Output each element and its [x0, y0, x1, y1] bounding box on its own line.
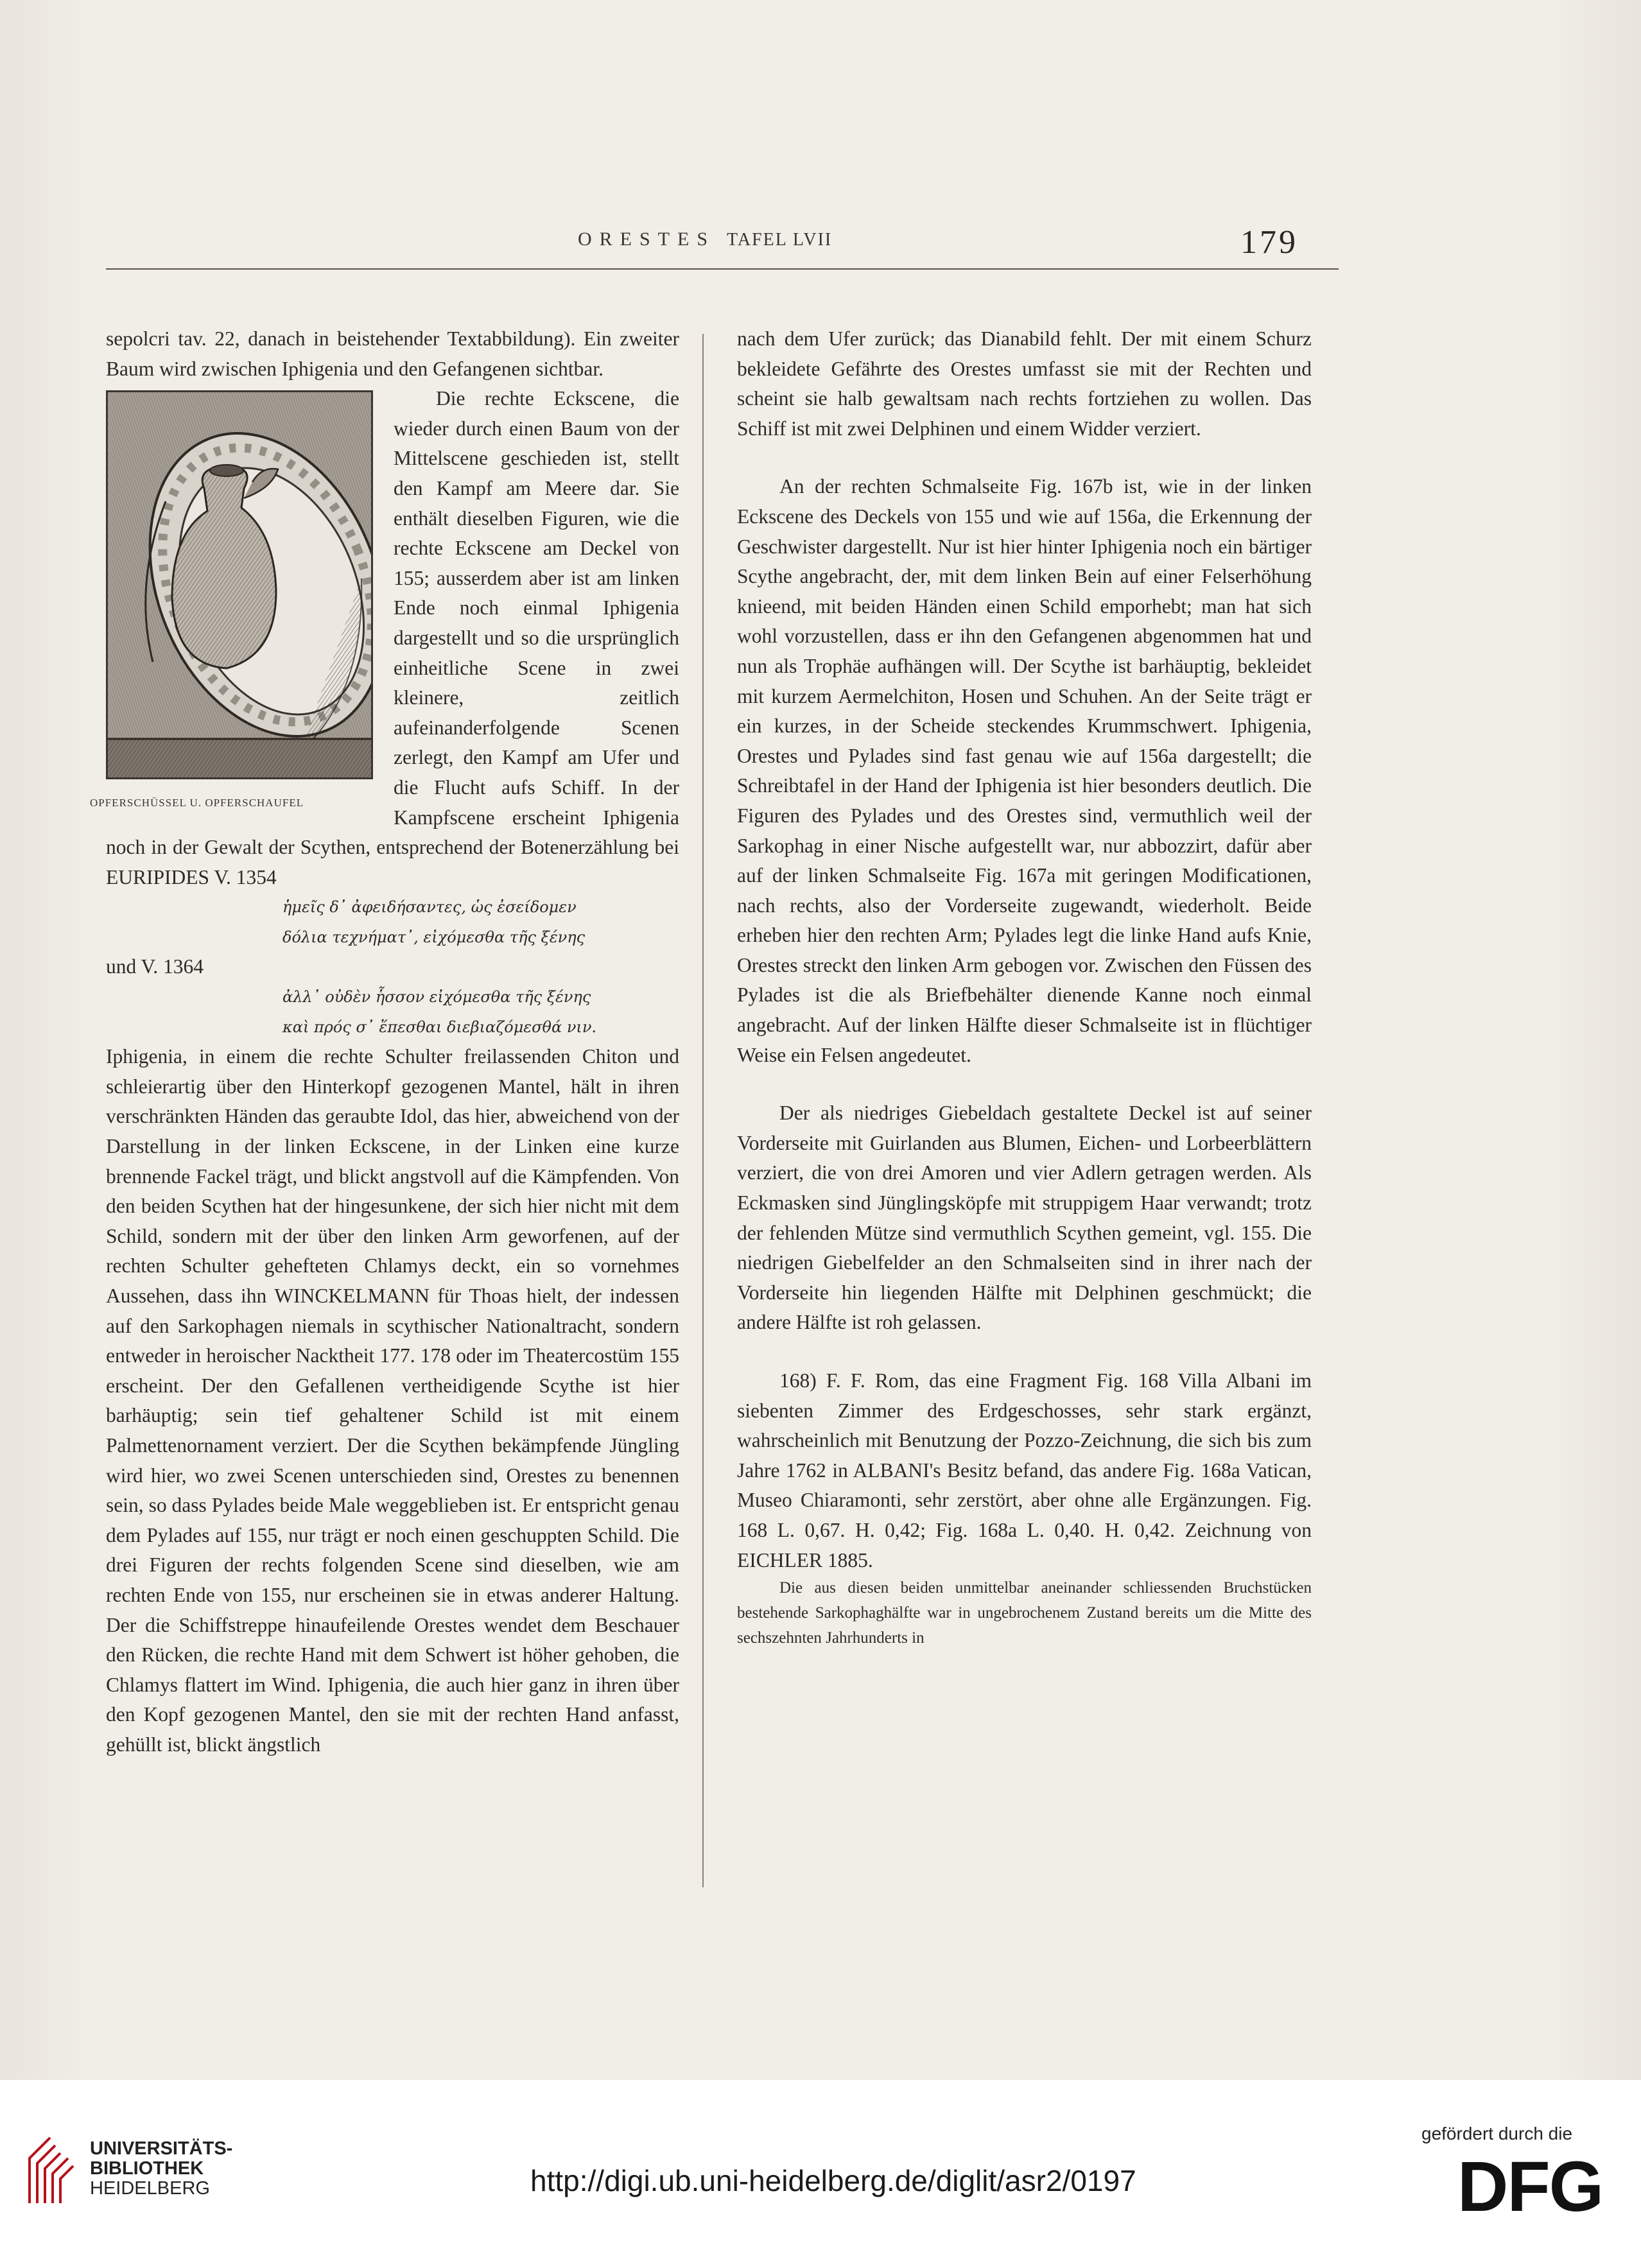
- greek-quote-2b: καὶ πρός σ᾽ ἕπεσθαι διεβιαζόμεσθά νιν.: [282, 1017, 597, 1036]
- column-divider: [702, 334, 704, 1887]
- right-paragraph-2: An der rechten Schmalseite Fig. 167b ist, wie in der linken Eckscene des Deckels von 155 und wie auf 156a, die Erkennung der Geschwister dargestellt. Nur ist hier hinter Iphigenia noch ein bärtiger Scythe angebracht, der, mit dem linken Bein auf einer Felserhöhung knieend, mit beiden Händen einen Schild emporhebt; man hat sich wohl vorzustellen, dass er ihn den Gefangenen abgenommen hat und nun als Trophäe aufhängen will. Der Scythe ist barhäuptig, bekleidet mit kurzem Aermelchiton, Hosen und Schuhen. An der Seite trägt er ein kurzes, in der Scheide steckendes Krummschwert. Iphigenia, Orestes und Pylades sind fast genau wie auf 156a dargestellt; die Schreibtafel in der Hand der Iphigenia ist hier besonders deutlich. Die Figuren des Pylades und des Orestes sind, vermuthlich weil der Sarkophag in einer Nische aufgestellt war, nur abbozzirt, dafür aber auf der linken Schmalseite Fig. 167a mit geringen Modificationen, nach rechts, also der Vorderseite zugewandt, wiederholt. Beide erheben hier den rechten Arm; Pylades legt die linke Hand aufs Knie, Orestes streckt den linken Arm gebogen vor. Zwischen den Füssen des Pylades ist die als Briefbehälter dienende Kanne noch einmal angebracht. Auf der linken Hälfte dieser Schmalseite ist in flüchtiger Weise ein Felsen angedeutet.: [737, 475, 1312, 1066]
- funded-by-label: gefördert durch die: [1421, 2124, 1573, 2143]
- left-paragraph-1: sepolcri tav. 22, danach in beistehender Textabbildung). Ein zweiter Baum wird zwischen Iphigenia und den Gefangenen sichtbar.: [106, 327, 679, 380]
- footer-bar: [0, 2080, 1641, 2268]
- right-paragraph-4: 168) F. F. Rom, das eine Fragment Fig. 168 Villa Albani im siebenten Zimmer des Erdgeschosses, sehr stark ergänzt, wahrscheinlich mit Benutzung der Pozzo-Zeichnung, die sich bis zum Jahre 1762 in ALBANI's Besitz befand, das andere Fig. 168a Vatican, Museo Chiaramonti, sehr zerstört, aber ohne alle Ergänzungen. Fig. 168 L. 0,67. H. 0,42; Fig. 168a L. 0,40. H. 0,42. Zeichnung von EICHLER 1885.: [737, 1369, 1312, 1571]
- library-name: [90, 2139, 232, 2199]
- permalink-url[interactable]: http://digi.ub.uni-heidelberg.de/diglit/asr2/0197: [530, 2164, 1136, 2197]
- greek-quote-1b: δόλια τεχνήματ᾽, εἰχόμεσθα τῆς ξένης: [282, 928, 586, 946]
- university-logo-icon: [24, 2133, 76, 2210]
- figure-container: [90, 390, 377, 817]
- right-paragraph-5: Die aus diesen beiden unmittelbar aneinander schliessenden Bruchstücken bestehende Sarkophaghälfte war in ungebrochenem Zustand bereits um die Mitte des sechszehnten Jahrhunderts in: [737, 1579, 1312, 1647]
- tafel-label: TAFEL LVII: [727, 230, 833, 250]
- header-rule: [106, 268, 1339, 270]
- right-column: [737, 324, 1312, 1650]
- library-name-line-1: UNIVERSITÄTS-: [90, 2138, 233, 2159]
- paragraph-gap: [737, 1070, 1312, 1098]
- sacrificial-vessel-illustration: [108, 392, 371, 777]
- right-paragraph-3: Der als niedriges Giebeldach gestaltete Deckel ist auf seiner Vorderseite mit Guirlanden aus Blumen, Eichen- und Lorbeerblättern verziert, die von drei Amoren und vier Adlern getragen werden. Als Eckmasken sind Jünglingsköpfe mit struppigem Haar verwandt; trotz der fehlenden Mütze sind vermuthlich Scythen gemeint, vgl. 155. Die niedrigen Giebelfelder an den Schmalseiten sind in ihrer nach der Vorderseite hin liegenden Hälfte mit Delphinen geschmückt; die andere Hälfte ist roh gelassen.: [737, 1102, 1312, 1334]
- library-name-line-2: BIBLIOTHEK: [90, 2158, 204, 2179]
- library-name-line-3: HEIDELBERG: [90, 2178, 210, 2199]
- greek-quote-1a: ἡμεῖς δ᾽ ἀφειδήσαντες, ὡς ἐσείδομεν: [282, 898, 577, 917]
- running-head: [578, 229, 832, 250]
- right-paragraph-1: nach dem Ufer zurück; das Dianabild fehlt. Der mit einem Schurz bekleidete Gefährte des Orestes umfasst sie mit der Rechten und scheint sie halb gewaltsam nach rechts fortziehen zu wollen. Das Schiff ist mit zwei Delphinen und einem Widder verziert.: [737, 327, 1312, 440]
- verse-reference: und V. 1364: [106, 955, 204, 978]
- paragraph-gap: [737, 444, 1312, 472]
- dfg-logo: DFG: [1457, 2147, 1603, 2226]
- page-number: 179: [1240, 224, 1298, 261]
- left-column: [90, 324, 679, 1760]
- running-title: ORESTES: [578, 229, 716, 250]
- left-paragraph-3: Iphigenia, in einem die rechte Schulter freilassenden Chiton und schleierartig über den Hinterkopf gezogenen Mantel, hält in ihren verschränkten Händen das geraubte Idol, das hier, abweichend von der Darstellung in der linken Eckscene, in der Linken eine kurze brennende Fackel trägt, und blickt angstvoll auf die Kämpfenden. Von den beiden Scythen hat der hingesunkene, der sich hier nicht mit dem Schild, sondern mit der über den linken Arm geworfenen, auf der rechten Schulter gehefteten Chlamys deckt, ein so vornehmes Aussehen, dass ihn WINCKELMANN für Thoas hielt, der indessen auf den Sarkophagen niemals in scythischer Nationaltracht, sondern entweder in heroischer Nacktheit 177. 178 oder im Theatercostüm 155 erscheint. Der den Gefallenen vertheidigende Scythe ist hier barhäuptig; sein tief gehaltener Schild ist mit einem Palmettenornament verziert. Der die Scythen bekämpfende Jüngling wird hier, wo zwei Scenen unterschieden sind, Orestes zu benennen sein, so dass Pylades beide Male weggeblieben ist. Er entspricht genau dem Pylades auf 155, nur trägt er noch einen geschuppten Schild. Die drei Figuren der rechts folgenden Scene sind dieselben, wie am rechten Ende von 155, nur erscheinen sie in etwas anderer Haltung. Der die Schiffstreppe hinaufeilende Orestes wendet dem Beschauer den Rücken, die rechte Hand mit dem Schwert ist höher gehoben, die Chlamys flattert im Wind. Iphigenia, die auch hier ganz in ihren über den Kopf gezogenen Mantel, den sie mit der rechten Hand anfasst, gehüllt ist, blickt ängstlich: [106, 1045, 679, 1756]
- left-paragraph-2: Die rechte Eckscene, die wieder durch einen Baum von der Mittelscene geschieden ist, stellt den Kampf am Meere dar. Sie enthält dieselben Figuren, wie die rechte Eckscene am Deckel von 155; ausserdem aber ist am linken Ende noch einmal Iphigenia dargestellt und so die ursprünglich einheitliche Scene in zwei kleinere, zeitlich aufeinanderfolgende Scenen zerlegt, den Kampf am Ufer und die Flucht aufs Schiff. In der Kampfscene erscheint Iphigenia noch in der Gewalt der Scythen, entsprechend der Botenerzählung bei EURIPIDES V. 1354: [106, 387, 679, 888]
- paragraph-gap: [737, 1338, 1312, 1366]
- figure-caption: OPFERSCHÜSSEL U. OPFERSCHAUFEL: [90, 797, 304, 809]
- greek-quote-2a: ἀλλ᾽ οὐδὲν ἧσσον εἰχόμεσθα τῆς ξένης: [282, 988, 591, 1007]
- engraving-image: [106, 390, 373, 779]
